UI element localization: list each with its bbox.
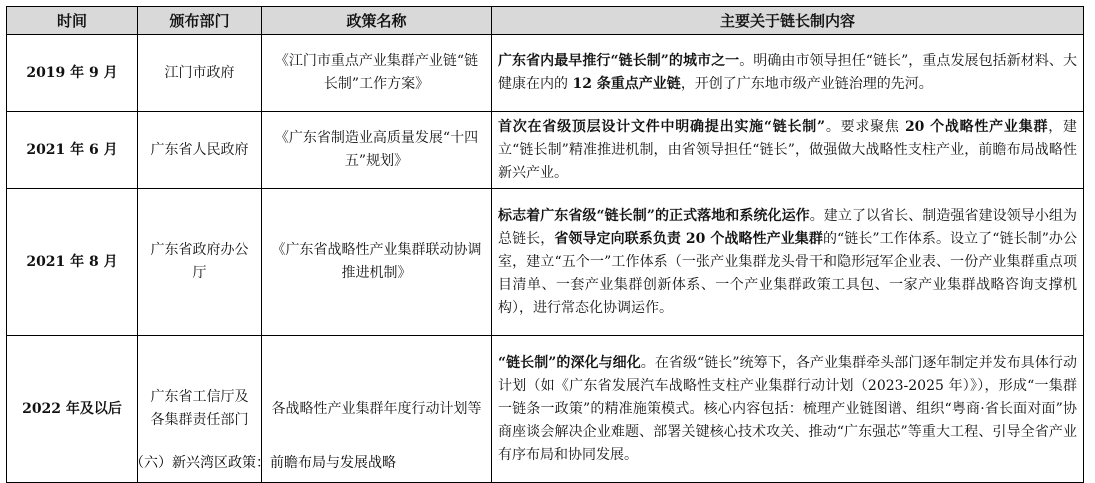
cell-department: 江门市政府 (138, 35, 262, 112)
table-row (7, 189, 1084, 336)
content-text: 。建立了以省长、制造强省建设领导小组为总链长， (498, 207, 1078, 247)
cell-content (492, 35, 1084, 112)
cell-department: 广东省工信厅及各集群责任部门 (138, 336, 262, 483)
content-bold: 省领导定向联系负责 20 个战略性产业集群 (554, 230, 823, 247)
content-text: 。要求聚焦 (825, 118, 905, 135)
cell-time: 2019 年 9 月 (7, 35, 138, 112)
content-text: ，建立“链长制”精准推进机制，由省领导担任“链长”，做强做大战略性支柱产业，前瞻布局战略性新兴产业。 (498, 118, 1078, 181)
policy-table (6, 6, 1084, 483)
cell-content (492, 189, 1084, 336)
header-time: 时间 (7, 7, 138, 35)
content-bold: “链长制”的深化与细化 (498, 354, 641, 371)
cell-policy-name: 《广东省制造业高质量发展“十四五”规划》 (262, 112, 492, 189)
table-row (7, 35, 1084, 112)
cell-policy-name: 《江门市重点产业集群产业链“链长制”工作方案》 (262, 35, 492, 112)
content-bold: 20 个战略性产业集群 (904, 118, 1049, 135)
content-bold: 12 条重点产业链 (572, 76, 681, 92)
cell-time: 2021 年 6 月 (7, 112, 138, 189)
content-bold: 标志着广东省级“链长制”的正式落地和系统化运作 (498, 207, 810, 224)
content-bold: 首次在省级顶层设计文件中明确提出实施“链长制” (498, 118, 826, 135)
header-policy-name: 政策名称 (262, 7, 492, 35)
header-content: 主要关于链长制内容 (492, 7, 1084, 35)
cell-time: 2022 年及以后 (7, 336, 138, 483)
next-section-heading: （六）新兴湾区政策：前瞻布局与发展战略 (130, 455, 396, 471)
cell-time: 2021 年 8 月 (7, 189, 138, 336)
content-text: 。明确由市领导担任“链长”，重点发展包括新材料、大健康在内的 (498, 53, 1077, 92)
table-header-row (7, 7, 1084, 35)
content-text: 。在省级“链长”统筹下，各产业集群牵头部门逐年制定并发布具体行动计划（如《广东省发展汽车战略性支柱产业集群行动计划（2023-2025 年）》），形成“一集群一链条一政策”的精准施策模式。核心内容包括：梳理产业链图谱、组织“粤商·省长面对面”协商座谈会解决企业难题、部署关键核心技术攻关、推动“广东强芯”等重大工程、引导全省产业有序布局和协同发展。 (498, 354, 1077, 463)
cell-department: 广东省政府办公厅 (138, 189, 262, 336)
cell-department: 广东省人民政府 (138, 112, 262, 189)
table-row (7, 112, 1084, 189)
cell-content (492, 336, 1084, 483)
header-department: 颁布部门 (138, 7, 262, 35)
cell-content (492, 112, 1084, 189)
content-text: ，开创了广东地市级产业链治理的先河。 (680, 76, 933, 92)
content-text: 的“链长”工作体系。设立了“链长制”办公室，建立“五个一”工作体系（一张产业集群龙头骨干和隐形冠军企业表、一份产业集群重点项目清单、一套产业集群创新体系、一个产业集群政策工具包、一家产业集群战略咨询支撑机构），进行常态化协调运作。 (498, 230, 1078, 316)
content-bold: 广东省内最早推行“链长制”的城市之一 (498, 53, 740, 69)
cell-policy-name: 《广东省战略性产业集群联动协调推进机制》 (262, 189, 492, 336)
cell-policy-name: 各战略性产业集群年度行动计划等 (262, 336, 492, 483)
